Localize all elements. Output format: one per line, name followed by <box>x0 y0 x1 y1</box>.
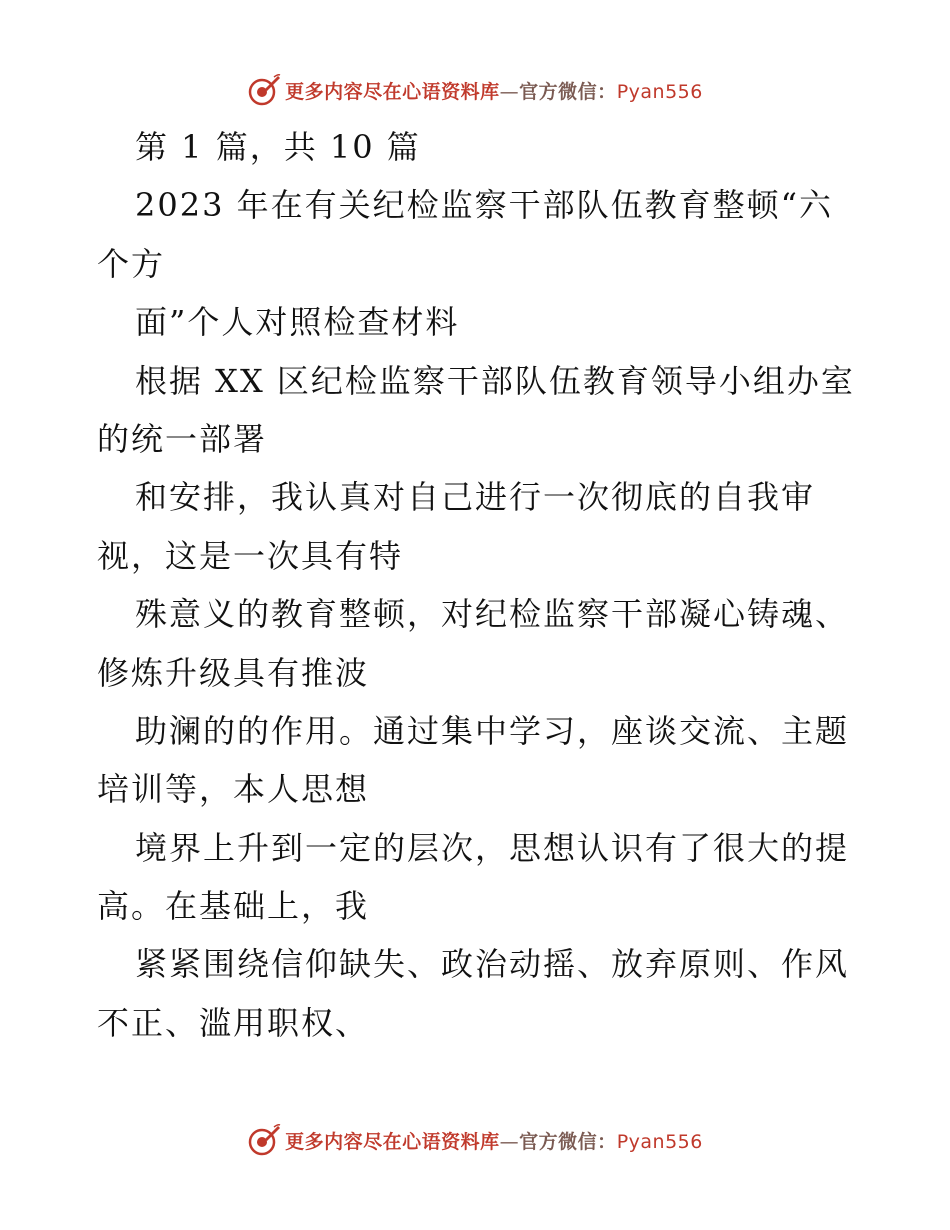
doc-line: 不正、滥用职权、 <box>97 1003 370 1042</box>
doc-line: 和安排，我认真对自己进行一次彻底的自我审 <box>135 478 816 517</box>
wechat-id: Pyan556 <box>616 1130 703 1153</box>
quill-seal-icon <box>247 1123 281 1157</box>
site-name: 更多内容尽在心语资料库 <box>285 80 500 103</box>
doc-line: 根据 XX 区纪检监察干部队伍教育领导小组办室 <box>135 361 855 400</box>
doc-line: 个方 <box>97 244 166 283</box>
doc-line: 2023 年在有关纪检监察干部队伍教育整顿“六 <box>135 186 833 225</box>
wechat-label: 官方微信： <box>519 1130 617 1153</box>
wechat-label: 官方微信： <box>519 80 617 103</box>
separator: — <box>499 1130 520 1153</box>
doc-line: 培训等，本人思想 <box>97 770 370 809</box>
doc-line: 修炼升级具有推波 <box>97 653 370 692</box>
quill-seal-icon <box>247 73 281 107</box>
doc-line: 殊意义的教育整顿，对纪检监察干部凝心铸魂、 <box>135 595 850 634</box>
site-name: 更多内容尽在心语资料库 <box>285 1130 500 1153</box>
separator: — <box>499 80 520 103</box>
wechat-id: Pyan556 <box>616 80 703 103</box>
document-body <box>97 118 857 1052</box>
doc-line: 第 1 篇，共 10 篇 <box>135 128 421 166</box>
doc-line: 助澜的的作用。通过集中学习，座谈交流、主题 <box>135 711 850 750</box>
footer-banner <box>0 1120 950 1160</box>
doc-line: 紧紧围绕信仰缺失、政治动摇、放弃原则、作风 <box>135 945 850 984</box>
doc-line: 境界上升到一定的层次，思想认识有了很大的提 <box>135 828 850 867</box>
doc-line: 的统一部署 <box>97 419 268 458</box>
header-banner <box>0 70 950 110</box>
doc-line: 面”个人对照检查材料 <box>135 303 460 342</box>
doc-line: 高。在基础上，我 <box>97 887 370 926</box>
doc-line: 视，这是一次具有特 <box>97 536 404 575</box>
